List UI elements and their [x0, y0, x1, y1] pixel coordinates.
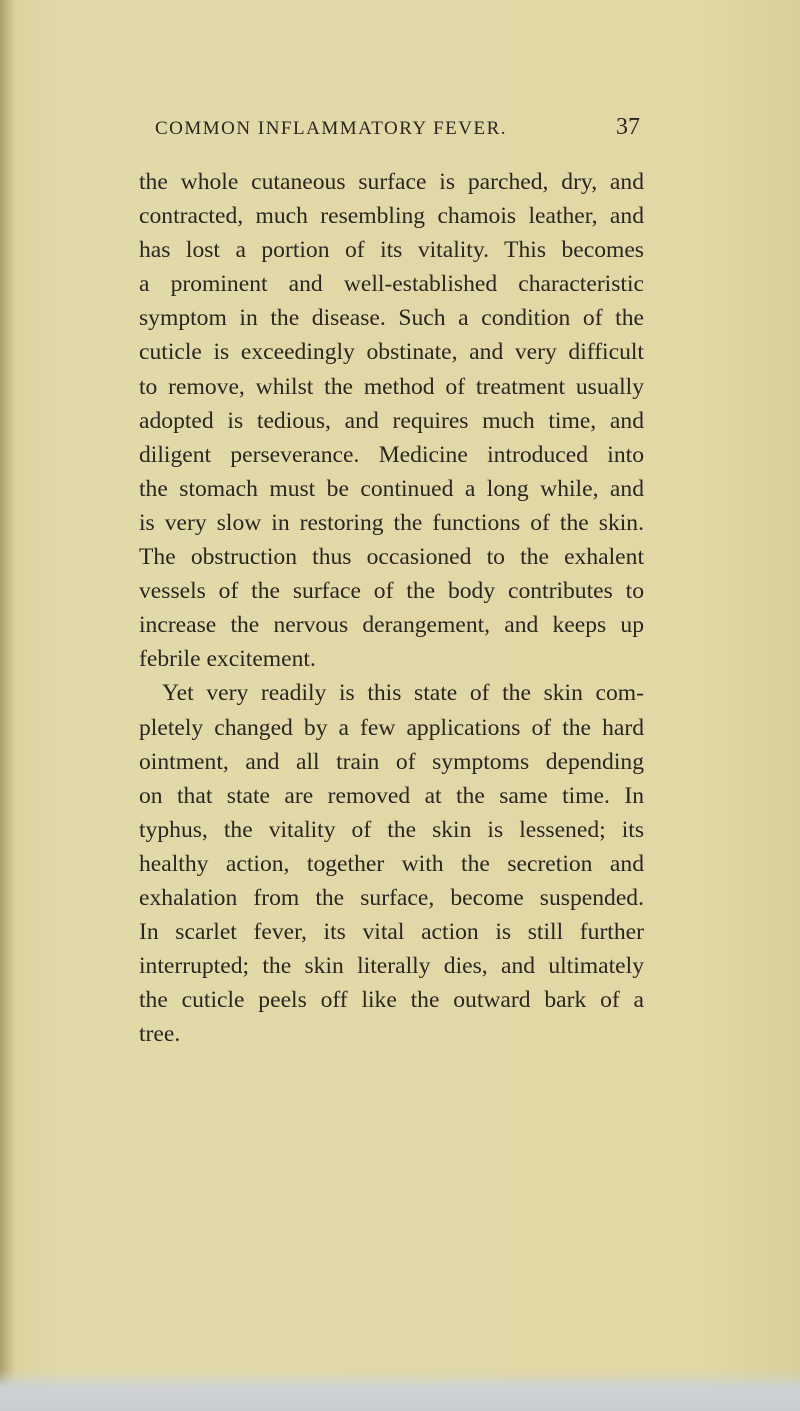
- text-line: vessels of the surface of the body contributes to: [139, 578, 644, 605]
- text-line: the cuticle peels off like the outward bark of a: [139, 987, 644, 1014]
- page-number: 37: [616, 114, 640, 140]
- text-line: symptom in the disease. Such a condition of the: [139, 305, 644, 332]
- text-line: increase the nervous derangement, and keeps up: [139, 612, 644, 639]
- text-line: cuticle is exceedingly obstinate, and very difficult: [139, 339, 644, 366]
- body-text: [139, 165, 644, 1051]
- text-line: Yet very readily is this state of the skin com-: [162, 680, 644, 707]
- page-header: [155, 114, 640, 158]
- text-line: on that state are removed at the same time. In: [139, 782, 644, 809]
- text-line: pletely changed by a few applications of the hard: [139, 714, 644, 741]
- text-line: adopted is tedious, and requires much time, and: [139, 407, 644, 434]
- text-line: the whole cutaneous surface is parched, dry, and: [139, 169, 644, 195]
- text-line: has lost a portion of its vitality. This becomes: [139, 237, 644, 264]
- running-head: COMMON INFLAMMATORY FEVER.: [155, 118, 508, 139]
- text-line: diligent perseverance. Medicine introduced into: [139, 441, 644, 468]
- page-spine-shadow: [0, 0, 14, 1411]
- text-line: In scarlet fever, its vital action is still further: [139, 919, 644, 946]
- text-line: healthy action, together with the secretion and: [139, 850, 644, 877]
- text-line: The obstruction thus occasioned to the exhalent: [139, 544, 644, 571]
- text-line: to remove, whilst the method of treatment usually: [139, 373, 644, 400]
- text-line: ointment, and all train of symptoms depending: [139, 748, 644, 775]
- text-line: typhus, the vitality of the skin is lessened; its: [139, 816, 644, 843]
- page-bottom-edge: [0, 1370, 800, 1411]
- text-line: contracted, much resembling chamois leather, and: [139, 203, 644, 230]
- paragraph-2: [139, 676, 644, 1051]
- text-line: tree.: [139, 1021, 181, 1048]
- text-line: interrupted; the skin literally dies, and ultimately: [139, 953, 644, 980]
- text-line: febrile excitement.: [139, 646, 316, 673]
- paragraph-1: [139, 165, 644, 676]
- text-line: is very slow in restoring the functions of the skin.: [139, 509, 644, 536]
- text-line: a prominent and well-established characteristic: [139, 271, 644, 298]
- text-line: exhalation from the surface, become suspended.: [139, 884, 644, 911]
- text-line: the stomach must be continued a long while, and: [139, 475, 644, 502]
